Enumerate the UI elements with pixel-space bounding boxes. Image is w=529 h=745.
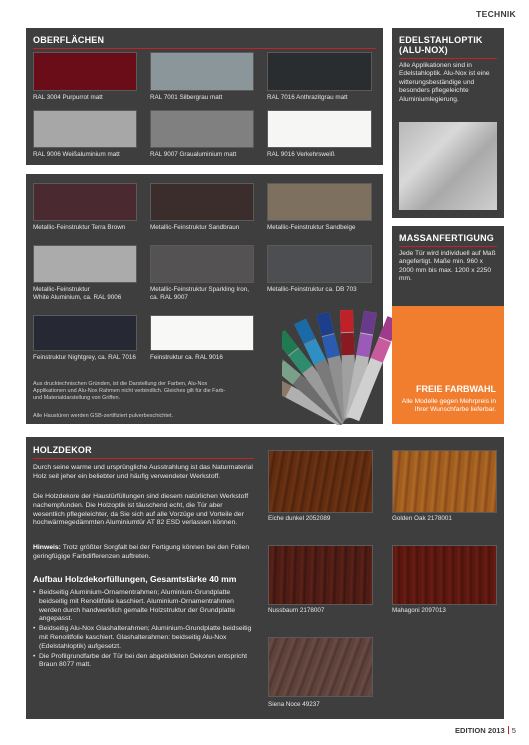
swatch-label: RAL 3004 Purpurrot matt: [33, 94, 103, 101]
holzdekor-title: HOLZDEKOR: [33, 445, 92, 455]
swatch-label: RAL 9016 Verkehrsweiß: [267, 151, 335, 158]
swatch-label: RAL 7001 Silbergrau matt: [150, 94, 223, 101]
massanfertigung-title: MASSANFERTIGUNG: [399, 233, 494, 243]
section-tag: TECHNIK: [476, 9, 516, 19]
page-footer: [455, 726, 516, 735]
wood-mahagoni: [392, 545, 497, 605]
farbwahl-box: [392, 306, 504, 424]
swatch-db-703: [267, 245, 372, 283]
massanfertigung-text: Jede Tür wird individuell auf Maß angefertigt. Maße min. 960 x 2000 mm bis max. 1200 x 2250 mm.: [399, 250, 496, 283]
swatch-ral-9016: [267, 110, 372, 148]
title-underline: [399, 246, 497, 247]
wood-label: Nussbaum 2178007: [268, 607, 325, 614]
farbwahl-title: FREIE FARBWAHL: [416, 384, 496, 394]
edition-label: EDITION 2013: [454, 726, 505, 735]
wood-golden-oak: [392, 450, 497, 513]
wood-label: Mahagoni 2097013: [392, 607, 446, 614]
swatch-label: RAL 9006 Weißaluminium matt: [33, 151, 120, 158]
brushed-steel-sample: [399, 122, 497, 210]
swatch-terra-brown: [33, 183, 137, 221]
certification-note: Alle Haustüren werden GSB-zertifiziert pulverbeschichtet.: [33, 413, 174, 419]
swatch-label: Metallic-Feinstruktur Sparkling Iron, ca. RAL 9007: [150, 286, 250, 301]
edelstahl-title: EDELSTAHLOPTIK (ALU-NOX): [399, 35, 483, 55]
swatch-label: Feinstruktur Nightgrey, ca. RAL 7016: [33, 354, 136, 361]
holzdekor-intro: Durch seine warme und ursprüngliche Ausstrahlung ist das Naturmaterial Holz seit jeher ein beliebter und häufig verwendeter Werkstoff.: [33, 464, 253, 480]
wood-label: Eiche dunkel 2052089: [268, 515, 331, 522]
swatch-label: RAL 7016 Anthrazitgrau matt: [267, 94, 348, 101]
swatch-sandbraun: [150, 183, 254, 221]
swatch-label: Metallic-Feinstruktur White Aluminium, ca. RAL 9006: [33, 286, 122, 301]
massanfertigung-panel: [392, 226, 504, 306]
oberflaechen-title: OBERFLÄCHEN: [33, 35, 105, 45]
list-item: • Die Profilgrundfarbe der Tür bei den abgebildeten Dekoren entspricht Braun 8077 matt.: [33, 653, 257, 671]
holzdekor-hint: [33, 544, 255, 562]
swatch-ral-3004: [33, 52, 137, 91]
wood-label: Golden Oak 2178001: [392, 515, 452, 522]
title-underline: [33, 48, 376, 49]
hint-text: Trotz größter Sorgfalt bei der Fertigung können bei den Folien geringfügige Farbdifferenzen auftreten.: [33, 544, 250, 560]
swatch-label: Metallic-Feinstruktur Terra Brown: [33, 224, 126, 231]
wood-siena-noce: [268, 637, 373, 697]
swatch-sparkling-iron: [150, 245, 254, 283]
swatch-ral-7001: [150, 52, 254, 91]
holzdekor-description: Die Holzdekore der Haustürfüllungen sind diesem natürlichen Werkstoff nachempfunden. Die Holzoptik ist täuschend echt, die Tür aber wesentlich pflegeleichter, da Sie sich auf alle Vorzüge und Vorteile der hochwärmegedämmten Aluminiumtür AT 82 ESD verlassen können.: [33, 493, 249, 527]
swatch-sandbeige: [267, 183, 372, 221]
swatch-ral-9007: [150, 110, 254, 148]
title-underline: [399, 58, 497, 59]
aufbau-list: [33, 589, 257, 671]
swatch-label: Metallic-Feinstruktur Sandbeige: [267, 224, 356, 231]
print-disclaimer: Aus drucktechnischen Gründen, ist die Darstellung der Farben, Alu-Nox Applikationen und Alu-Nox Rahmen nicht verbindlich. Gleiches gilt für die Farb- und Materialdarstellung von Griffen.: [33, 381, 226, 401]
swatch-ral-7016: [267, 52, 372, 91]
list-item: • Beidseitig Aluminium-Ornamentrahmen; Aluminium-Grundplatte beidseitig mit Renolitfolie kaschiert. Aluminium-Ornamentrahmen werden durch handwerklich gemalte Holzstruktur der Grundplatte angepasst.: [33, 589, 257, 624]
swatch-label: Feinstruktur ca. RAL 9016: [150, 354, 223, 361]
swatch-ral-9016-fein: [150, 315, 254, 351]
swatch-label: Metallic-Feinstruktur Sandbraun: [150, 224, 240, 231]
oberflaechen-panel: [26, 28, 383, 165]
footer-divider: [508, 726, 509, 734]
swatch-white-aluminium: [33, 245, 137, 283]
page-number: 5: [511, 726, 516, 735]
wood-eiche-dunkel: [268, 450, 373, 513]
swatch-ral-9006: [33, 110, 137, 148]
aufbau-title: Aufbau Holzdekorfüllungen, Gesamtstärke 40 mm: [33, 574, 237, 584]
swatch-label: RAL 9007 Graualuminium matt: [150, 151, 237, 158]
holzdekor-panel: [26, 437, 504, 719]
edelstahl-panel: [392, 28, 504, 218]
swatch-label: Metallic-Feinstruktur ca. DB 703: [267, 286, 357, 293]
wood-nussbaum: [268, 545, 373, 605]
title-underline: [33, 458, 254, 459]
farbwahl-text: Alle Modelle gegen Mehrpreis in Ihrer Wunschfarbe lieferbar.: [401, 398, 496, 414]
edelstahl-text: Alle Applikationen sind in Edelstahloptik. Alu-Nox ist eine witterungsbeständige und besonders pflegeleichte Aluminiumlegierung.: [399, 62, 490, 103]
list-item: • Beidseitig Alu-Nox Glashalterahmen; Aluminium-Grundplatte beidseitig mit Renolitfolie kaschiert. Glashalterahmen: beidseitig Alu-Nox (Edelstahloptik) aufgesetzt.: [33, 625, 257, 651]
title-underline: [26, 28, 383, 29]
hint-label: Hinweis:: [33, 544, 61, 551]
wood-label: Siena Noce 49237: [268, 701, 320, 708]
swatch-nightgrey: [33, 315, 137, 351]
